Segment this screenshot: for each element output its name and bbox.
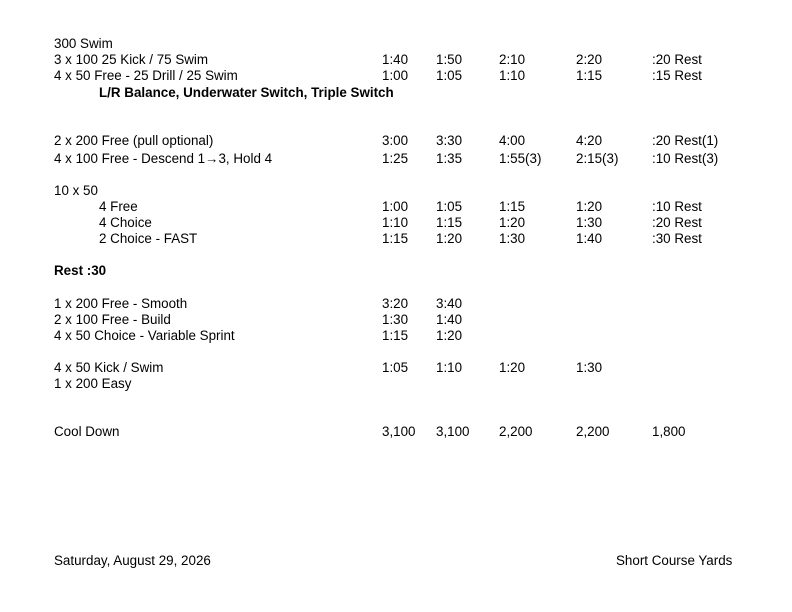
workout-row <box>0 296 792 312</box>
footer-date: Saturday, August 29, 2026 <box>54 553 211 568</box>
interval-col-3: 1:10 <box>499 68 526 83</box>
interval-col-1: 1:15 <box>382 231 409 246</box>
total-col-3: 2,200 <box>499 424 533 439</box>
interval-col-3: 1:55(3) <box>499 151 542 166</box>
interval-col-5: :15 Rest <box>652 68 702 83</box>
interval-col-2: 1:40 <box>436 312 463 327</box>
workout-row <box>0 68 792 84</box>
drill-note: L/R Balance, Underwater Switch, Triple Switch <box>99 85 394 100</box>
set-description: 10 x 50 <box>54 183 98 198</box>
interval-col-2: 1:05 <box>436 68 463 83</box>
set-description: 3 x 100 25 Kick / 75 Swim <box>54 52 209 67</box>
interval-col-2: 1:20 <box>436 231 463 246</box>
workout-row <box>0 199 792 215</box>
interval-col-2: 1:15 <box>436 215 463 230</box>
interval-col-1: 1:25 <box>382 151 409 166</box>
interval-col-5: :10 Rest <box>652 199 702 214</box>
set-description: 1 x 200 Easy <box>54 376 132 391</box>
interval-col-2: 3:40 <box>436 296 463 311</box>
workout-row <box>0 312 792 328</box>
interval-col-2: 1:05 <box>436 199 463 214</box>
interval-col-5: :20 Rest(1) <box>652 133 719 148</box>
interval-col-5: :30 Rest <box>652 231 702 246</box>
set-description: Cool Down <box>54 424 120 439</box>
set-description: 2 Choice - FAST <box>99 231 198 246</box>
interval-col-4: 1:30 <box>576 215 603 230</box>
interval-col-2: 1:20 <box>436 328 463 343</box>
interval-col-3: 2:10 <box>499 52 526 67</box>
total-col-1: 3,100 <box>382 424 416 439</box>
workout-row <box>0 424 792 440</box>
interval-col-2: 1:35 <box>436 151 463 166</box>
interval-col-3: 1:30 <box>499 231 526 246</box>
workout-row <box>0 215 792 231</box>
set-description: 4 Free <box>99 199 138 214</box>
workout-row <box>0 360 792 376</box>
workout-row <box>0 133 792 149</box>
interval-col-4: 4:20 <box>576 133 603 148</box>
total-col-2: 3,100 <box>436 424 470 439</box>
workout-row <box>0 183 792 199</box>
interval-col-1: 1:00 <box>382 68 409 83</box>
interval-col-5: :20 Rest <box>652 52 702 67</box>
interval-col-4: 2:15(3) <box>576 151 619 166</box>
interval-col-1: 1:30 <box>382 312 409 327</box>
interval-col-1: 3:00 <box>382 133 409 148</box>
workout-row <box>0 263 792 279</box>
interval-col-1: 1:40 <box>382 52 409 67</box>
total-col-4: 2,200 <box>576 424 610 439</box>
workout-row <box>0 85 792 101</box>
set-description: 2 x 200 Free (pull optional) <box>54 133 214 148</box>
set-description: 4 x 50 Kick / Swim <box>54 360 164 375</box>
workout-row <box>0 52 792 68</box>
interval-col-2: 1:10 <box>436 360 463 375</box>
interval-col-4: 1:15 <box>576 68 603 83</box>
set-description: 4 Choice <box>99 215 152 230</box>
set-description: 1 x 200 Free - Smooth <box>54 296 188 311</box>
footer-course: Short Course Yards <box>616 553 733 568</box>
total-col-5: 1,800 <box>652 424 686 439</box>
interval-col-1: 1:05 <box>382 360 409 375</box>
interval-col-4: 2:20 <box>576 52 603 67</box>
interval-col-3: 1:15 <box>499 199 526 214</box>
set-description: 4 x 50 Free - 25 Drill / 25 Swim <box>54 68 238 83</box>
interval-col-5: :10 Rest(3) <box>652 151 719 166</box>
interval-col-1: 1:10 <box>382 215 409 230</box>
set-description: 4 x 100 Free - Descend 1→3, Hold 4 <box>54 151 273 166</box>
interval-col-4: 1:30 <box>576 360 603 375</box>
interval-col-1: 1:15 <box>382 328 409 343</box>
workout-row <box>0 151 792 167</box>
workout-row <box>0 36 792 52</box>
workout-row <box>0 328 792 344</box>
interval-col-3: 1:20 <box>499 360 526 375</box>
set-description: 4 x 50 Choice - Variable Sprint <box>54 328 235 343</box>
workout-row <box>0 376 792 392</box>
interval-col-3: 1:20 <box>499 215 526 230</box>
interval-col-1: 3:20 <box>382 296 409 311</box>
set-description: 300 Swim <box>54 36 113 51</box>
interval-col-3: 4:00 <box>499 133 526 148</box>
interval-col-4: 1:20 <box>576 199 603 214</box>
interval-col-2: 1:50 <box>436 52 463 67</box>
interval-col-4: 1:40 <box>576 231 603 246</box>
workout-row <box>0 231 792 247</box>
rest-heading: Rest :30 <box>54 263 107 278</box>
set-description: 2 x 100 Free - Build <box>54 312 171 327</box>
interval-col-2: 3:30 <box>436 133 463 148</box>
interval-col-1: 1:00 <box>382 199 409 214</box>
interval-col-5: :20 Rest <box>652 215 702 230</box>
